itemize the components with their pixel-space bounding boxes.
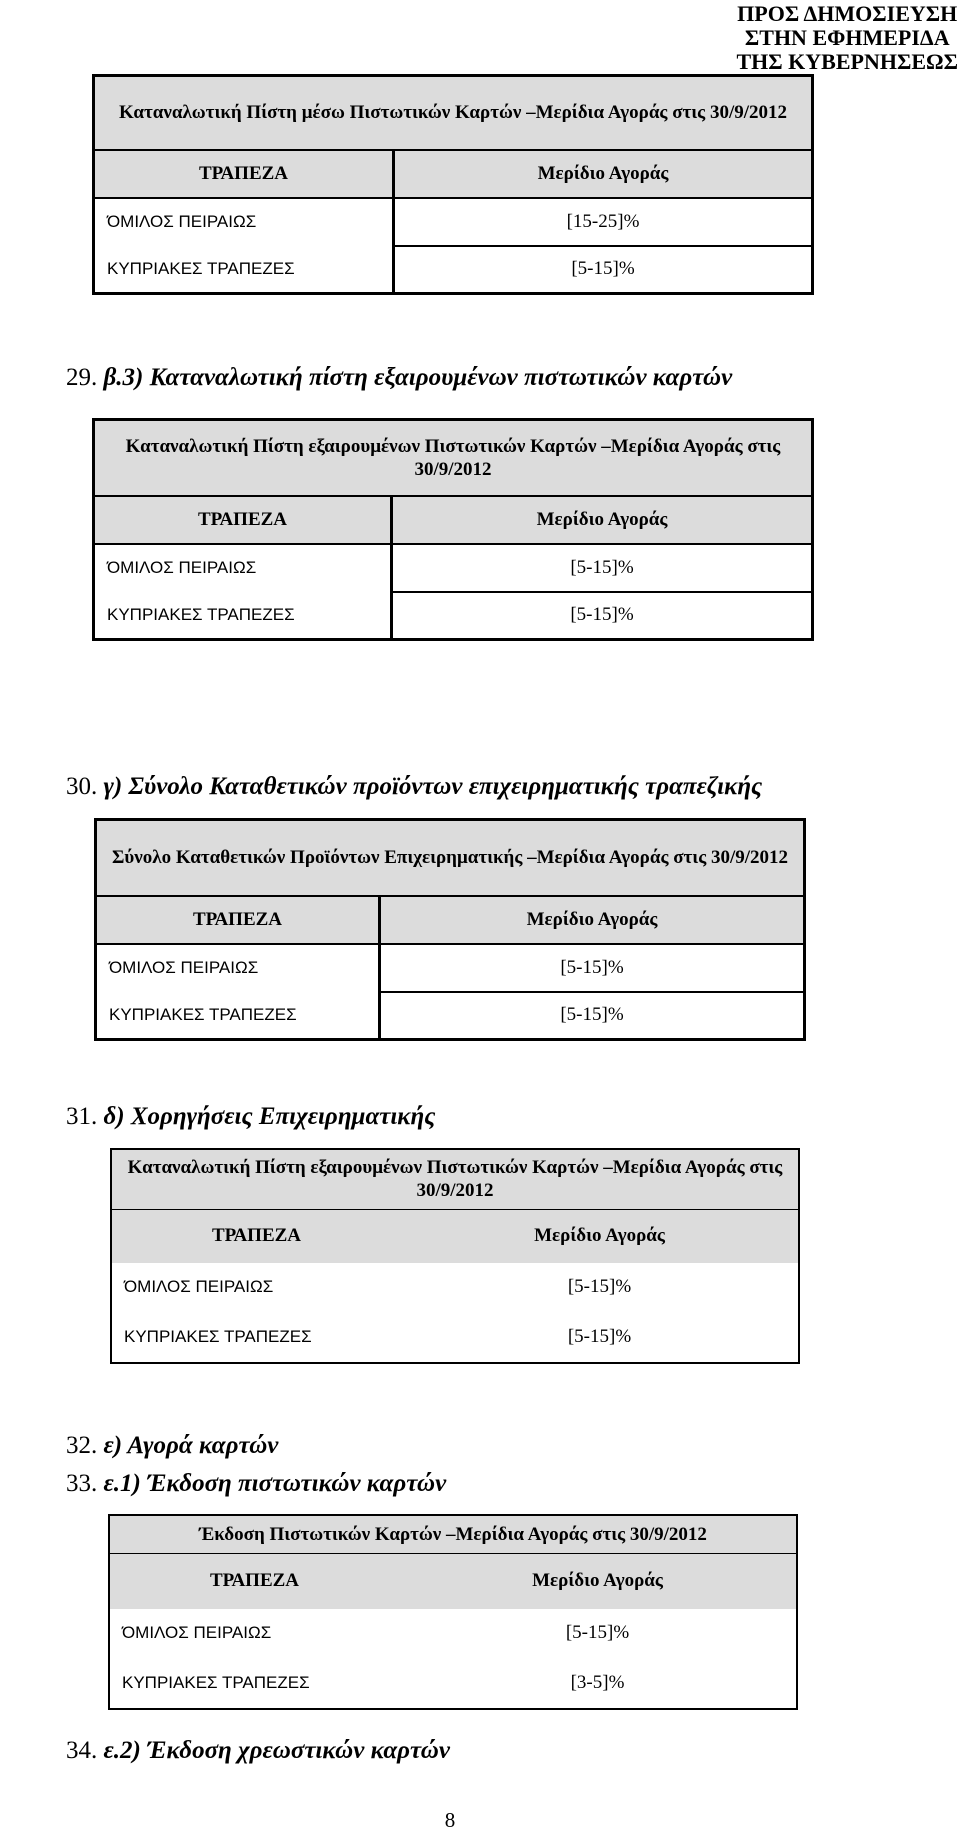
market-share-value: [5-15]% (567, 1325, 632, 1347)
table-row (94, 544, 813, 592)
section-heading-30: 30. γ) Σύνολο Καταθετικών προϊόντων επιχειρηματικής τραπεζικής (66, 773, 763, 800)
bank-name: ΚΥΠΡΙΑΚΕΣ ΤΡΑΠΕΖΕΣ (107, 604, 295, 624)
column-header-bank: ΤΡΑΠΕΖΑ (109, 1553, 399, 1609)
stamp-line-1: ΠΡΟΣ ΔΗΜΟΣΙΕΥΣΗ (737, 1, 958, 26)
market-share-value: [5-15]% (567, 1276, 632, 1297)
bank-name: ΌΜΙΛΟΣ ΠΕΙΡΑΙΩΣ (107, 558, 257, 577)
table-title: Σύνολο Καταθετικών Προϊόντων Επιχειρηματικής –Μερίδια Αγοράς στις 30/9/2012 (96, 820, 805, 896)
table-title: Καταναλωτική Πίστη εξαιρουμένων Πιστωτικών Καρτών –Μερίδια Αγοράς στις 30/9/2012 (94, 420, 813, 496)
bank-name: ΚΥΠΡΙΑΚΕΣ ΤΡΑΠΕΖΕΣ (109, 1004, 297, 1024)
market-share-value: [15-25]% (394, 198, 813, 246)
section-heading-34: 34. ε.2) Έκδοση χρεωστικών καρτών (66, 1737, 450, 1764)
table-title: Έκδοση Πιστωτικών Καρτών –Μερίδια Αγοράς στις 30/9/2012 (109, 1515, 797, 1553)
market-share-value: [3-5]% (570, 1671, 625, 1693)
table-row (94, 198, 813, 246)
table-row (94, 592, 813, 640)
market-share-table-deposit-products (94, 818, 806, 1041)
table-title: Καταναλωτική Πίστη εξαιρουμένων Πιστωτικών Καρτών –Μερίδια Αγοράς στις 30/9/2012 (111, 1149, 799, 1209)
bank-name: ΚΥΠΡΙΑΚΕΣ ΤΡΑΠΕΖΕΣ (107, 258, 295, 278)
table-row (111, 1311, 799, 1363)
section-heading-31: 31. δ) Χορηγήσεις Επιχειρηματικής (66, 1103, 436, 1130)
market-share-table-consumer-credit (92, 418, 814, 641)
table-row (96, 944, 805, 992)
table-row (109, 1609, 797, 1657)
market-share-table-credit-cards (92, 74, 814, 295)
market-share-value: [5-15]% (380, 944, 805, 992)
market-share-value: [5-15]% (380, 992, 805, 1040)
market-share-value: [5-15]% (394, 246, 813, 294)
column-header-bank: ΤΡΑΠΕΖΑ (94, 496, 392, 544)
stamp-line-3: ΤΗΣ ΚΥΒΕΡΝΗΣΕΩΣ (736, 49, 958, 74)
table-title: Καταναλωτική Πίστη μέσω Πιστωτικών Καρτών –Μερίδια Αγοράς στις 30/9/2012 (94, 76, 813, 150)
column-header-share: Μερίδιο Αγοράς (401, 1209, 799, 1263)
stamp-line-2: ΣΤΗΝ ΕΦΗΜΕΡΙΔΑ (744, 25, 950, 50)
bank-name: ΌΜΙΛΟΣ ΠΕΙΡΑΙΩΣ (107, 212, 257, 231)
column-header-share: Μερίδιο Αγοράς (380, 896, 805, 944)
table-row (96, 992, 805, 1040)
market-share-value: [5-15]% (565, 1622, 630, 1643)
section-heading-32: 32. ε) Αγορά καρτών (66, 1432, 279, 1459)
bank-name: ΌΜΙΛΟΣ ΠΕΙΡΑΙΩΣ (124, 1277, 274, 1296)
table-row (111, 1263, 799, 1311)
section-heading-33: 33. ε.1) Έκδοση πιστωτικών καρτών (66, 1470, 447, 1497)
column-header-share: Μερίδιο Αγοράς (392, 496, 813, 544)
table-row (94, 246, 813, 294)
column-header-share: Μερίδιο Αγοράς (394, 150, 813, 198)
market-share-table-credit-card-issuing (108, 1514, 798, 1710)
publication-stamp (736, 2, 958, 74)
section-heading-29: 29. β.3) Καταναλωτική πίστη εξαιρουμένων πιστωτικών καρτών (66, 364, 733, 391)
market-share-value: [5-15]% (392, 592, 813, 640)
market-share-table-business-loans (110, 1148, 800, 1364)
column-header-bank: ΤΡΑΠΕΖΑ (111, 1209, 401, 1263)
bank-name: ΚΥΠΡΙΑΚΕΣ ΤΡΑΠΕΖΕΣ (124, 1326, 312, 1346)
page-number: 8 (444, 1808, 456, 1832)
column-header-bank: ΤΡΑΠΕΖΑ (96, 896, 380, 944)
bank-name: ΌΜΙΛΟΣ ΠΕΙΡΑΙΩΣ (109, 958, 259, 977)
bank-name: ΌΜΙΛΟΣ ΠΕΙΡΑΙΩΣ (122, 1623, 272, 1642)
bank-name: ΚΥΠΡΙΑΚΕΣ ΤΡΑΠΕΖΕΣ (122, 1672, 310, 1692)
market-share-value: [5-15]% (392, 544, 813, 592)
table-row (109, 1657, 797, 1709)
column-header-share: Μερίδιο Αγοράς (399, 1553, 797, 1609)
column-header-bank: ΤΡΑΠΕΖΑ (94, 150, 394, 198)
